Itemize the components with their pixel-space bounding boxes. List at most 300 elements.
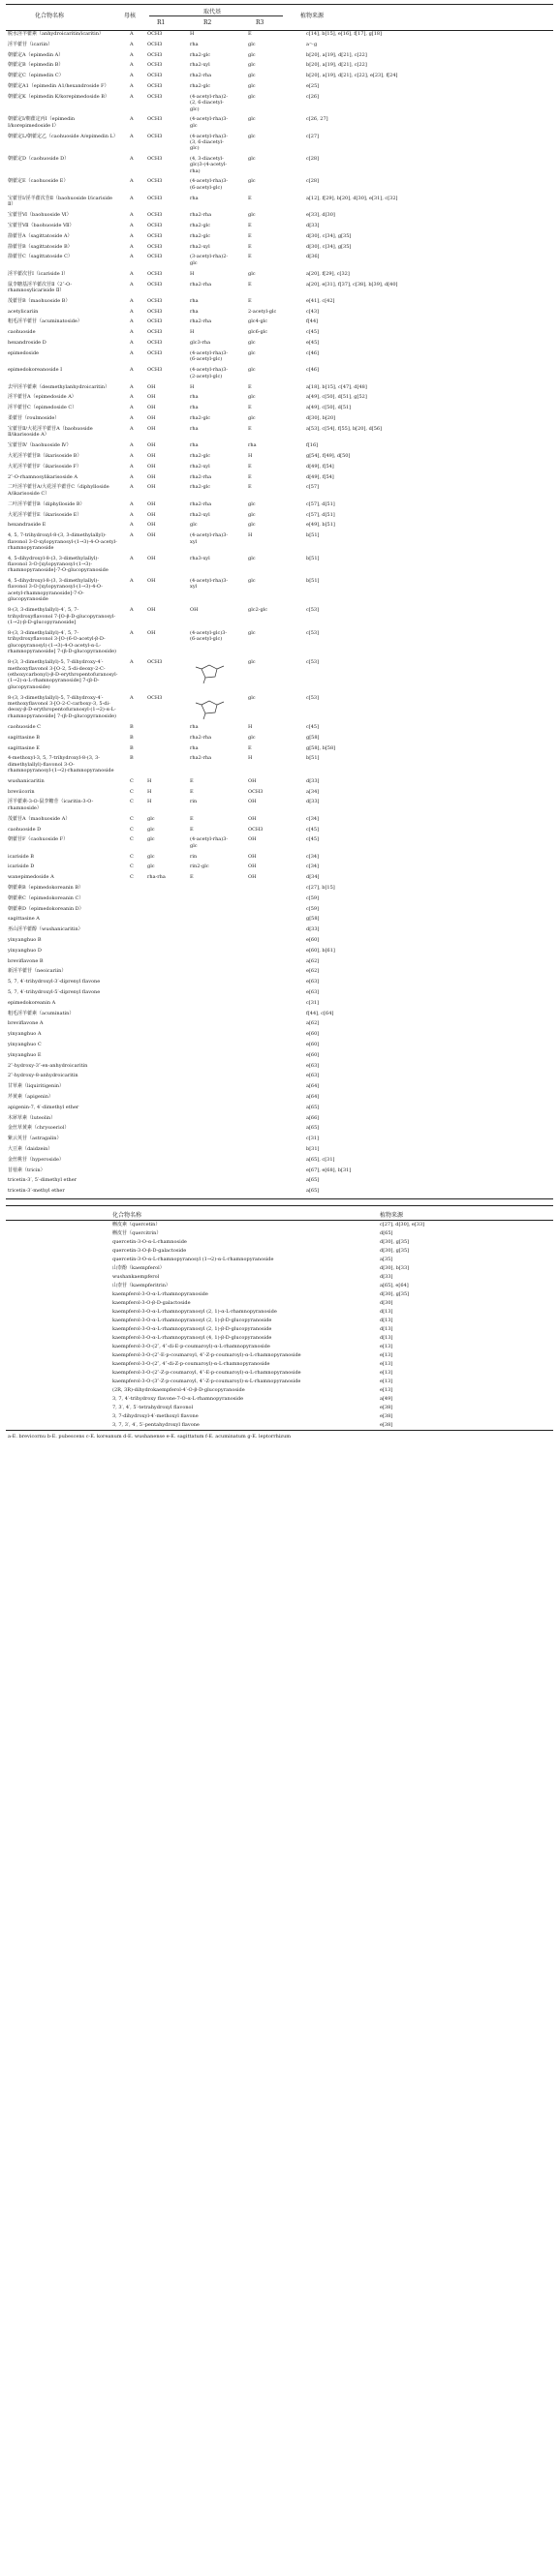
substituent-r1: OCH3	[147, 308, 163, 315]
substituent-r2: H	[190, 329, 195, 336]
mother-nucleus: A	[130, 62, 134, 69]
plant-source: c[53]	[306, 659, 320, 666]
substituent-r1: OCH3	[147, 297, 163, 304]
table-row	[6, 1386, 553, 1395]
substituent-r2: rha2-glc	[190, 453, 211, 460]
compound-name: 朝藿定C（epimedin C）	[8, 73, 64, 79]
substituent-r2: rha	[190, 442, 199, 449]
mother-nucleus: C	[130, 864, 134, 870]
substituent-r2: rha2-rha	[190, 734, 212, 741]
substituent-r3: E	[248, 473, 252, 480]
plant-source: c[53]	[306, 629, 320, 636]
plant-source: e[13]	[380, 1378, 393, 1384]
compound-name: 大花淫羊藿苷E（ikarisoside E）	[8, 511, 82, 518]
plant-source: c[45]	[306, 826, 320, 833]
substituent-r3: OH	[248, 836, 257, 843]
table-row	[6, 350, 553, 367]
plant-source: g[58]	[306, 734, 320, 741]
plant-source: a[66]	[306, 1114, 320, 1121]
substituent-r2: (4-acetyl-rha)3-glc	[190, 116, 229, 129]
substituent-r2: rha2-rha	[190, 500, 212, 507]
plant-source: a[18], b[15], c[47], d[48]	[306, 383, 367, 390]
substituent-r1: OCH3	[147, 222, 163, 228]
substituent-r2: rha	[190, 723, 199, 730]
compound-name: hexandraside E	[8, 522, 47, 529]
table-row	[6, 1378, 553, 1386]
compound-name: sagittasine E	[8, 744, 40, 751]
plant-source: g[58], b[58]	[306, 744, 336, 751]
substituent-r3: E	[248, 463, 252, 470]
table-row	[6, 384, 553, 395]
compound-name: quercetin-3-O-α-L-rhamnopyranosyl (1→2)-α-L-rhamnopyranoside	[112, 1256, 274, 1262]
substituent-r1: OCH3	[147, 73, 163, 79]
plant-source: d[13]	[380, 1334, 393, 1341]
substituent-r3: glc2-glc	[248, 607, 268, 614]
plant-source: d[30], c[34], g[35]	[306, 232, 352, 239]
compound-name: 山柰苷（kaempferitrin）	[112, 1282, 171, 1288]
mother-nucleus: A	[130, 555, 134, 561]
table-row	[6, 1125, 553, 1136]
compound-name: 紫云英苷（astragalin）	[8, 1136, 62, 1142]
compound-name: 2″-O-rhamnosylikarisoside A	[8, 473, 78, 480]
table-row	[6, 836, 553, 853]
compound-name: 5, 7, 4′-trihydroxyl-5′-diprenyl flavone	[8, 989, 101, 996]
plant-source: b[51]	[306, 755, 320, 762]
table-row	[6, 340, 553, 350]
substituent-r2: (4-acetyl-rha)3-xyl	[190, 532, 229, 545]
table-row	[6, 1177, 553, 1188]
substituent-r2: E	[190, 874, 194, 881]
substituent-r3: glc	[248, 41, 256, 47]
table-row	[6, 394, 553, 405]
substituent-r1: OH	[147, 394, 156, 401]
table2-header-source: 植物来源	[380, 1211, 404, 1219]
table-row	[6, 196, 553, 212]
plant-source: c[27], d[30], e[33]	[380, 1221, 425, 1227]
substituent-r3: glc	[248, 340, 256, 347]
compound-name: 脱水淫羊藿素（anhydroicaritin/icaritin）	[8, 31, 104, 37]
compound-name: epimedokoreanin A	[8, 999, 56, 1006]
plant-source: a[65], c[31]	[306, 1156, 335, 1163]
substituent-r3: E	[248, 222, 252, 228]
compound-name: 宝藿苷Ⅳ（baohuoside Ⅳ）	[8, 442, 72, 449]
table-row	[6, 958, 553, 969]
mother-nucleus: C	[130, 874, 134, 881]
compound-name: 槲皮素（quercetin）	[112, 1221, 161, 1227]
table-row	[6, 659, 553, 694]
compound-name: kaempferol-3-O-α-L-rhamnopyranoside	[112, 1290, 208, 1297]
substituent-r2: glc	[190, 522, 198, 529]
compound-name: 箭藿苷C（sagittatoside C）	[8, 254, 73, 260]
table-row	[6, 1273, 553, 1282]
substituent-r1: OCH3	[147, 349, 163, 356]
substituent-r2: glc3-rha	[190, 340, 211, 347]
plant-source: f[44]	[306, 318, 319, 325]
plant-source: f[16]	[306, 442, 319, 449]
plant-source: c[53]	[306, 607, 320, 614]
mother-nucleus: A	[130, 329, 134, 336]
compound-name: 宝藿苷Ⅰ/淫羊藿次苷Ⅱ（baohuoside Ⅰ/icariside Ⅱ）	[8, 195, 112, 208]
substituent-r3: glc	[248, 62, 256, 69]
substituent-r2: rha	[190, 41, 199, 47]
table-row	[6, 968, 553, 979]
compound-name: 朝藿素D（epimedokoreanin D）	[8, 905, 84, 912]
compound-name: kaempferol-3-O-(3″-Z-p-coumaroyl, 4″-Z-p-coumaroyl)-α-L-rhamnopyranoside	[112, 1378, 301, 1384]
substituent-r1: OCH3	[147, 178, 163, 185]
substituent-r1: glc	[147, 864, 155, 870]
mother-nucleus: A	[130, 453, 134, 460]
substituent-r3: glc	[248, 694, 256, 701]
plant-source: e[13]	[380, 1343, 393, 1349]
substituent-r3: glc	[248, 500, 256, 507]
plant-source: b[51]	[306, 532, 320, 539]
plant-source: e[13]	[380, 1360, 393, 1367]
table-row	[6, 484, 553, 500]
table-row	[6, 948, 553, 958]
substituent-r1: OH	[147, 484, 156, 491]
table-row	[6, 254, 553, 270]
table-row	[6, 874, 553, 885]
plant-source: b[20], a[19], d[21], c[22], e[23], f[24]	[306, 73, 398, 79]
plant-source: c[59]	[306, 905, 320, 912]
compound-name: 4, 5-dihydroxyl-8-(3, 3-dimethylallyl)-flavonol 3-O-[xylopyranosyl-(1→3)-rhamnopyranoside]-7-O-glucopyranoside	[8, 555, 109, 574]
plant-source: a[64]	[306, 1094, 320, 1101]
plant-source: d[13]	[380, 1308, 393, 1315]
compound-name: 茂藿苷B（maohuoside B）	[8, 297, 71, 304]
table-row	[6, 1105, 553, 1115]
plant-source: d[30], g[35]	[380, 1247, 410, 1254]
table-row	[6, 1421, 553, 1430]
substituent-r1: OCH3	[147, 340, 163, 347]
mother-nucleus: A	[130, 522, 134, 529]
table-row	[6, 745, 553, 756]
compound-name: 山柰酚（kaempferol）	[112, 1264, 165, 1271]
compound-name: yinyanghuo C	[8, 1042, 42, 1048]
substituent-r2: rha	[190, 195, 199, 201]
compound-name: 苜蓿素（tricin）	[8, 1167, 46, 1173]
plant-source: b[51]	[306, 577, 320, 584]
table-row	[6, 1146, 553, 1157]
compound-name: 朝藿苷F（caohuoside F）	[8, 836, 69, 843]
table-row	[6, 501, 553, 512]
substituent-r2: E	[190, 777, 194, 784]
compound-name: kaempferol-3-O-α-L-rhamnopyranosyl (4, 1)-β-D-glucopyranoside	[112, 1334, 272, 1341]
plant-source: e[38]	[380, 1412, 393, 1419]
compound-name: 朝藿素C（epimedokoreanin C）	[8, 894, 84, 901]
plant-source: a[65], e[64]	[380, 1282, 409, 1288]
compound-name: breviflavone B	[8, 957, 44, 964]
header-source: 植物来源	[300, 13, 325, 19]
compound-name: 8-(3, 3-dimethylallyl)-5, 7-dihydroxy-4′-methoxyflavonol 3-[O-2, 5-di-deoxy-2-C-(ethoxycarbonyl)-β-D-erythropentofuranosyl-(1→2)-α-L-rhamnopyranoside] 7-(β-D-glucopyranoside)	[8, 659, 118, 690]
mother-nucleus: A	[130, 394, 134, 401]
mother-nucleus: A	[130, 270, 134, 277]
compound-name: 大豆素（daidzein）	[8, 1146, 53, 1152]
plant-source: e[38]	[380, 1421, 393, 1428]
substituent-r1: OH	[147, 453, 156, 460]
plant-source: c[46]	[306, 367, 320, 374]
compound-name: sagittasine B	[8, 734, 40, 741]
table-row	[6, 1020, 553, 1031]
substituent-r2: (4-acetyl-rha)3-(3, 6-diacetyl-glc)	[190, 133, 229, 152]
compound-name: 8-(3, 3-dimethylallyl)-4′, 5, 7-trihydroxyflavonol 3-[O-(6-O-acetyl-β-D-glucopyranosyl)-(1→3)-4-O-acetyl-α-L-rhamnopyranoside] 7-(β-D-glucopyranoside)	[8, 629, 116, 654]
header-substituent: 取代基	[203, 9, 222, 15]
compound-name: 茂藿苷A（maohuoside A）	[8, 815, 71, 822]
header-mother: 母核	[124, 13, 137, 19]
substituent-r2: rha2-xyl	[190, 511, 210, 518]
mother-nucleus: A	[130, 133, 134, 139]
plant-source: e[60]	[306, 937, 320, 944]
plant-source: d[30], b[20]	[306, 415, 336, 422]
plant-source: f[44], c[64]	[306, 1010, 334, 1016]
substituent-r1: OH	[147, 555, 156, 561]
table-row	[6, 52, 553, 63]
substituent-r3: OH	[248, 799, 257, 805]
substituent-r3: glc	[248, 511, 256, 518]
plant-source: c[34]	[306, 864, 320, 870]
plant-source: e[63]	[306, 979, 320, 985]
substituent-r1: OCH3	[147, 195, 163, 201]
substituent-r3: glc	[248, 522, 256, 529]
compound-name: 甘草素（liquiritigenin）	[8, 1083, 65, 1090]
mother-nucleus: A	[130, 297, 134, 304]
compound-name: kaempferol-3-O-(2″, 4″-di-Z-p-coumaroyl)-α-L-rhamnopyranoside	[112, 1360, 270, 1367]
plant-source: c[59]	[306, 894, 320, 901]
mother-nucleus: A	[130, 232, 134, 239]
table-row	[6, 695, 553, 724]
table-row	[6, 512, 553, 523]
compound-name: 朝藿定K（epimedin K/korepimedoside B）	[8, 93, 109, 100]
substituent-r3: E	[248, 297, 252, 304]
plant-source: c[27], b[15]	[306, 885, 335, 892]
table-row	[6, 1221, 553, 1229]
compound-name: breviicorin	[8, 788, 35, 795]
substituent-r1: OH	[147, 577, 156, 584]
plant-source: d[13]	[380, 1317, 393, 1323]
table-row	[6, 1282, 553, 1290]
compound-name: 3, 7-dihydroxyl-4′-methoxyl flavone	[112, 1412, 199, 1419]
substituent-r1: glc	[147, 836, 155, 843]
plant-source: d[33]	[306, 926, 320, 933]
table-row	[6, 309, 553, 319]
compound-name: 木犀草素（luteolin）	[8, 1114, 56, 1121]
plant-source: d[13]	[380, 1325, 393, 1332]
substituent-r2: rin2-glc	[190, 864, 209, 870]
plant-source: e[67], e[68], b[31]	[306, 1167, 352, 1173]
substituent-r1: OCH3	[147, 318, 163, 325]
table-row	[6, 329, 553, 340]
table2-header-name: 化合物名称	[112, 1211, 142, 1219]
plant-source: c[46]	[306, 349, 320, 356]
substituent-r3: glc6-glc	[248, 329, 268, 336]
header-r1: R1	[157, 19, 166, 26]
table-row	[6, 223, 553, 233]
document	[6, 4, 553, 1440]
mother-nucleus: A	[130, 442, 134, 449]
mother-nucleus: A	[130, 511, 134, 518]
mother-nucleus: B	[130, 744, 134, 751]
plant-source: e[25]	[306, 82, 320, 89]
plant-source: a[65]	[306, 1104, 320, 1110]
compound-name: yinyanghuo E	[8, 1051, 42, 1058]
table2-body	[6, 1221, 553, 1430]
substituent-r2: (4-acetyl-rha)3-glc	[190, 836, 229, 849]
table-row	[6, 1247, 553, 1256]
table-row	[6, 1188, 553, 1198]
table-row	[6, 926, 553, 937]
mother-nucleus: A	[130, 51, 134, 58]
substituent-r3: E	[248, 425, 252, 432]
table-row	[6, 630, 553, 659]
substituent-r1: OCH3	[147, 243, 163, 250]
substituent-r1: H	[147, 799, 152, 805]
table-row	[6, 1334, 553, 1343]
table2-header	[6, 1206, 553, 1220]
plant-source: c[45]	[306, 836, 320, 843]
compound-name: kaempferol-3-O-α-L-rhamnopyranosyl (2, 1)-β-D-glucopyranoside	[112, 1325, 272, 1332]
substituent-r1: OH	[147, 629, 156, 636]
table-row	[6, 1031, 553, 1042]
mother-nucleus: A	[130, 577, 134, 584]
plant-source: e[60]	[306, 1051, 320, 1058]
substituent-r2: rha2-glc	[190, 415, 211, 422]
plant-source: c[34]	[306, 815, 320, 822]
table-row	[6, 212, 553, 223]
substituent-r3: glc	[248, 93, 256, 100]
compound-name: yinyanghuo A	[8, 1031, 42, 1038]
mother-nucleus: A	[130, 178, 134, 185]
substituent-r3: glc	[248, 394, 256, 401]
plant-source: b[20], a[19], d[21], c[22]	[306, 51, 367, 58]
compound-name: icariside B	[8, 853, 34, 860]
plant-source: e[60], b[61]	[306, 947, 335, 954]
substituent-r1: OH	[147, 405, 156, 411]
table-row	[6, 607, 553, 629]
table-row	[6, 578, 553, 607]
plant-source: d[30], c[34], g[35]	[306, 243, 352, 250]
chemical-structure-icon	[194, 697, 227, 722]
substituent-r2: E	[190, 815, 194, 822]
table-row	[6, 73, 553, 83]
mother-nucleus: A	[130, 31, 134, 37]
mother-nucleus: A	[130, 659, 134, 666]
compound-name: apigenin-7, 4′-dimethyl ether	[8, 1104, 79, 1110]
mother-nucleus: A	[130, 532, 134, 539]
mother-nucleus: A	[130, 694, 134, 701]
header-subrule	[149, 15, 283, 16]
substituent-r2: rha2-glc	[190, 484, 211, 491]
table-row	[6, 735, 553, 745]
mother-nucleus: A	[130, 243, 134, 250]
compound-name: caohuoside D	[8, 826, 42, 833]
header-r2: R2	[203, 19, 212, 26]
compound-name: sagittasine A	[8, 916, 40, 923]
table-row	[6, 405, 553, 415]
substituent-r3: glc	[248, 178, 256, 185]
plant-source: d[33]	[306, 777, 320, 784]
mother-nucleus: A	[130, 41, 134, 47]
substituent-r1: OCH3	[147, 41, 163, 47]
compound-name: 朝藿定E（caohuoside E）	[8, 178, 69, 185]
table-row	[6, 1360, 553, 1369]
substituent-r2: rha2-glc	[190, 232, 211, 239]
plant-source: e[60]	[306, 1042, 320, 1048]
plant-source: d[30], g[35]	[380, 1290, 410, 1297]
substituent-r3: E	[248, 254, 252, 260]
substituent-r1: OCH3	[147, 281, 163, 288]
plant-source: c[43]	[306, 308, 320, 315]
substituent-r3: E	[248, 243, 252, 250]
substituent-r3: E	[248, 484, 252, 491]
substituent-r1: glc	[147, 826, 155, 833]
substituent-r1: OH	[147, 500, 156, 507]
table-row	[6, 1000, 553, 1011]
substituent-r1: OCH3	[147, 694, 163, 701]
table-row	[6, 755, 553, 777]
substituent-r2: rha2-rha	[190, 318, 212, 325]
compound-name: kaempferol-3-O-(2″-E-p-coumaroyl, 4″-Z-p-coumaroyl)-α-L-rhamnopyranoside	[112, 1351, 301, 1358]
compound-name: 3, 7, 4′-trihydroxy flavone-7-O-α-L-rhamnopyranoside	[112, 1395, 244, 1402]
mother-nucleus: A	[130, 73, 134, 79]
substituent-r3: H	[248, 532, 253, 539]
mother-nucleus: A	[130, 405, 134, 411]
mother-nucleus: A	[130, 254, 134, 260]
compound-name: 鼠李糖基淫羊藿次苷Ⅱ（2″-O-rhamnosylicariside Ⅱ）	[8, 281, 73, 293]
plant-source: a[49]	[380, 1395, 393, 1402]
substituent-r3: H	[248, 755, 253, 762]
compound-name: (2R, 3R)-dihydrokaempferol-4′-O-β-D-glucopyranoside	[112, 1386, 245, 1393]
substituent-r2: rha3-xyl	[190, 555, 210, 561]
substituent-r3: OH	[248, 777, 257, 784]
substituent-r3: 2-acetyl-glc	[248, 308, 277, 315]
chemical-structure-icon	[194, 661, 227, 686]
plant-source: e[63]	[306, 1062, 320, 1069]
substituent-r3: E	[248, 281, 252, 288]
compound-name: 淫羊藿苷A（epimedoside A）	[8, 394, 77, 401]
substituent-r3: E	[248, 405, 252, 411]
plant-source: c[57]	[306, 484, 320, 491]
mother-nucleus: A	[130, 155, 134, 162]
plant-source: d[33]	[306, 222, 320, 228]
substituent-r3: OH	[248, 815, 257, 822]
compound-name: 大花淫羊藿苷B（ikarisoside B）	[8, 453, 82, 460]
plant-source: e[45]	[306, 340, 320, 347]
compound-name: kaempferol-3-O-(2″-Z-p-coumaroyl, 4″-E-p-coumaroyl)-α-L-rhamnopyranoside	[112, 1369, 301, 1376]
mother-nucleus: A	[130, 367, 134, 374]
compound-name: 大花淫羊藿苷F（ikarisoside F）	[8, 463, 82, 470]
plant-source: a[49], c[50], d[51]	[306, 405, 352, 411]
compound-name: 二叶淫羊藿苷A/大花淫羊藿苷C（diphylloside A/ikarisoside C）	[8, 484, 109, 497]
substituent-r1: OCH3	[147, 232, 163, 239]
mother-nucleus: A	[130, 116, 134, 123]
mother-nucleus: A	[130, 340, 134, 347]
plant-source: e[41], c[42]	[306, 297, 335, 304]
mother-nucleus: A	[130, 500, 134, 507]
compound-name: 朝藿定A（epimedin A）	[8, 51, 64, 58]
substituent-r2: rha2-rha	[190, 212, 212, 219]
mother-nucleus: A	[130, 349, 134, 356]
plant-source: g[54], f[49], d[50]	[306, 453, 351, 460]
substituent-r1: OH	[147, 442, 156, 449]
substituent-r1: OCH3	[147, 254, 163, 260]
substituent-r3: OH	[248, 864, 257, 870]
table-row	[6, 1264, 553, 1273]
compound-name: kaempferol-3-O-β-D-galactoside	[112, 1299, 191, 1306]
mother-nucleus: A	[130, 629, 134, 636]
plant-source: a[12], f[29], b[20], d[30], e[31], c[32]	[306, 195, 398, 201]
substituent-r1: OH	[147, 473, 156, 480]
table-row	[6, 1083, 553, 1094]
compound-name: 二叶淫羊藿苷B（diphylloside B）	[8, 500, 85, 507]
